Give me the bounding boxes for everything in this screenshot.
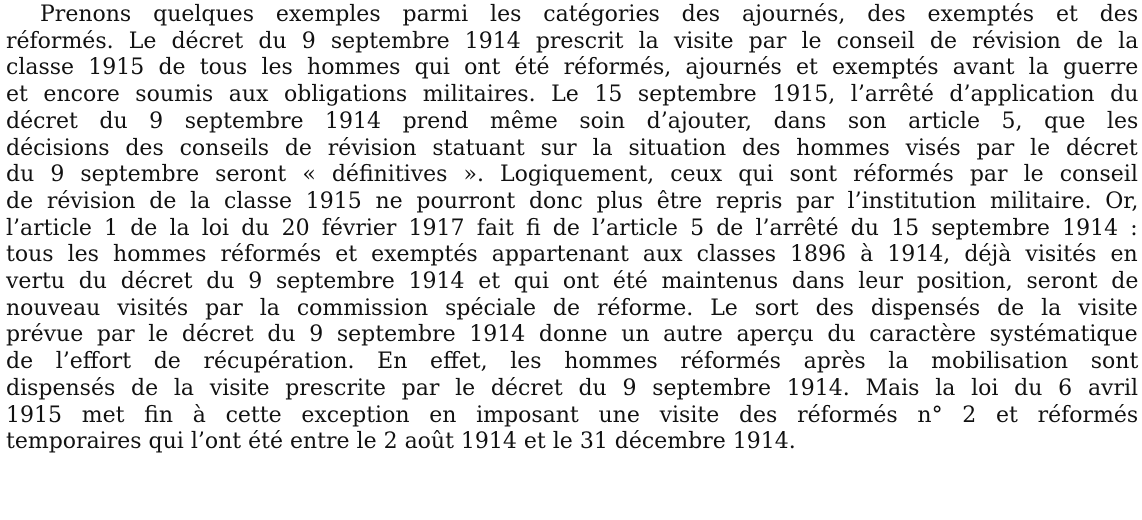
text-line-6: décisions des conseils de révision statuant sur la situation des hommes visés par le décret bbox=[6, 135, 1138, 161]
text-line-14: de l’effort de récupération. En effet, les hommes réformés après la mobilisation sont bbox=[6, 349, 1139, 375]
text-line-1: Prenons quelques exemples parmi les catégories des ajournés, des exemptés et des bbox=[40, 2, 1139, 27]
text-line-17: temporaires qui l’ont été entre le 2 août 1914 et le 31 décembre 1914. bbox=[6, 429, 796, 455]
text-line-4: et encore soumis aux obligations militaires. Le 15 septembre 1915, l’arrêté d’application du bbox=[6, 82, 1139, 108]
text-line-13: prévue par le décret du 9 septembre 1914 donne un autre aperçu du caractère systématique bbox=[6, 322, 1138, 348]
text-line-8: de révision de la classe 1915 ne pourront donc plus être repris par l’institution militaire. Or, bbox=[6, 188, 1139, 214]
text-line-12: nouveau visités par la commission spéciale de réforme. Le sort des dispensés de la visite bbox=[6, 295, 1138, 321]
text-line-7: du 9 septembre seront « définitives ». Logiquement, ceux qui sont réformés par le conseil bbox=[6, 162, 1138, 188]
text-line-15: dispensés de la visite prescrite par le décret du 9 septembre 1914. Mais la loi du 6 avril bbox=[6, 375, 1139, 401]
text-line-10: tous les hommes réformés et exemptés appartenant aux classes 1896 à 1914, déjà visités en bbox=[6, 242, 1138, 268]
text-line-2: réformés. Le décret du 9 septembre 1914 prescrit la visite par le conseil de révision de la bbox=[6, 28, 1139, 54]
body-paragraph bbox=[6, 2, 1138, 456]
text-line-5: décret du 9 septembre 1914 prend même soin d’ajouter, dans son article 5, que les bbox=[6, 108, 1139, 134]
text-line-9: l’article 1 de la loi du 20 février 1917 fait fi de l’article 5 de l’arrêté du 15 septembre 1914 : bbox=[6, 215, 1138, 241]
text-line-16: 1915 met fin à cette exception en imposant une visite des réformés n° 2 et réformés bbox=[6, 402, 1139, 428]
text-line-3: classe 1915 de tous les hommes qui ont été réformés, ajournés et exemptés avant la guerre bbox=[6, 55, 1139, 81]
text-line-11: vertu du décret du 9 septembre 1914 et qui ont été maintenus dans leur position, seront de bbox=[6, 269, 1139, 295]
